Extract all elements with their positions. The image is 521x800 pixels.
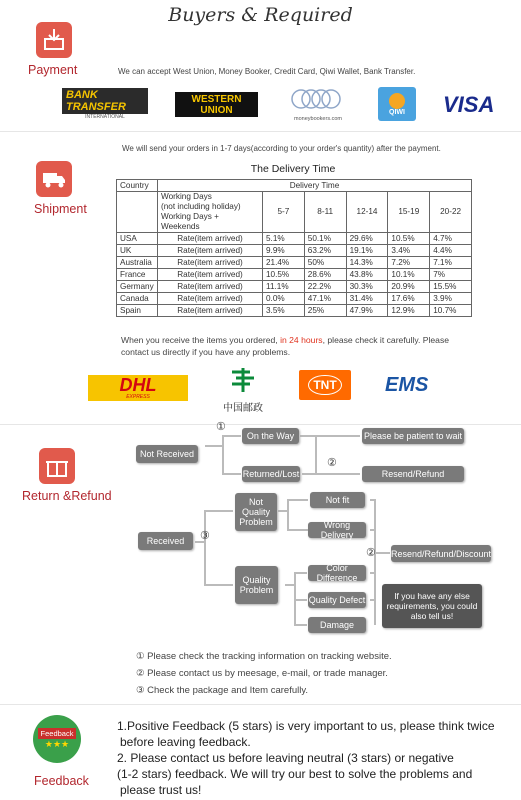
- rate-cell: 3.9%: [430, 293, 472, 305]
- table-title: The Delivery Time: [250, 163, 336, 175]
- country-cell: UK: [117, 245, 158, 257]
- shipment-label: Shipment: [34, 202, 87, 216]
- payment-text: We can accept West Union, Money Booker, Credit Card, Qiwi Wallet, Bank Transfer.: [118, 67, 416, 76]
- resend-refund-node: Resend/Refund: [362, 466, 464, 482]
- metric-cell: Rate(item arrived): [158, 245, 263, 257]
- metric-cell: Rate(item arrived): [158, 293, 263, 305]
- refund-note: ③ Check the package and Item carefully.: [136, 685, 309, 696]
- rate-cell: 63.2%: [304, 245, 346, 257]
- receive-note-c: , please check it carefully. Please: [322, 335, 450, 345]
- rate-cell: 29.6%: [346, 233, 388, 245]
- country-cell: USA: [117, 233, 158, 245]
- rate-cell: 47.1%: [304, 293, 346, 305]
- header-delivery: Delivery Time: [158, 180, 472, 192]
- country-cell: Australia: [117, 257, 158, 269]
- bank-transfer-text: BANK TRANSFER: [62, 88, 148, 114]
- payment-label: Payment: [28, 63, 78, 77]
- refund-note: ① Please check the tracking information on tracking website.: [136, 651, 392, 662]
- rate-cell: 3.5%: [263, 305, 305, 317]
- rate-cell: 11.1%: [263, 281, 305, 293]
- rate-cell: 3.4%: [388, 245, 430, 257]
- resend-refund-discount-node: Resend/Refund/Discount: [391, 545, 491, 562]
- holiday-note: (not including holiday): [161, 202, 241, 211]
- country-cell: France: [117, 269, 158, 281]
- visa-logo: VISA: [443, 92, 495, 117]
- rate-cell: 19.1%: [346, 245, 388, 257]
- rate-cell: 25%: [304, 305, 346, 317]
- feedback-line: please trust us!: [120, 783, 202, 797]
- rate-cell: 47.9%: [346, 305, 388, 317]
- returned-lost-node: Returned/Lost: [242, 466, 300, 482]
- rate-cell: 0.0%: [263, 293, 305, 305]
- rate-cell: 43.8%: [346, 269, 388, 281]
- divider: [0, 704, 521, 705]
- stars-icon: ★★★: [44, 739, 70, 749]
- marker-2b: ②: [366, 547, 376, 559]
- rate-cell: 14.3%: [346, 257, 388, 269]
- wrong-delivery-node: Wrong Delivery: [308, 522, 366, 538]
- feedback-line: 2. Please contact us before leaving neutral (3 stars) or negative: [117, 751, 454, 765]
- rate-cell: 21.4%: [263, 257, 305, 269]
- feedback-badge-text: Feedback: [38, 728, 77, 739]
- range-cell: 5-7: [263, 192, 305, 233]
- rate-cell: 10.5%: [263, 269, 305, 281]
- metric-cell: Rate(item arrived): [158, 233, 263, 245]
- not-quality-node: Not Quality Problem: [235, 493, 277, 531]
- rate-cell: 30.3%: [346, 281, 388, 293]
- metric-cell: Rate(item arrived): [158, 257, 263, 269]
- country-cell: Spain: [117, 305, 158, 317]
- rate-cell: 17.6%: [388, 293, 430, 305]
- shipment-intro: We will send your orders in 1-7 days(according to your order's quantity) after the payment.: [122, 144, 441, 153]
- refund-note: ② Please contact us by meesage, e-mail, or trade manager.: [136, 668, 388, 679]
- color-difference-node: Color Difference: [308, 565, 366, 581]
- receive-note-a: When you receive the items you ordered,: [121, 335, 281, 345]
- qiwi-text: QIWI: [389, 108, 405, 116]
- marker-1: ①: [216, 421, 226, 433]
- received-node: Received: [138, 532, 193, 550]
- china-post-text: 中国邮政: [223, 403, 263, 414]
- on-the-way-node: On the Way: [242, 428, 299, 444]
- rate-cell: 20.9%: [388, 281, 430, 293]
- rate-cell: 7.1%: [430, 257, 472, 269]
- rate-cell: 28.6%: [304, 269, 346, 281]
- dhl-text: DHL: [119, 375, 157, 395]
- rate-cell: 22.2%: [304, 281, 346, 293]
- marker-3: ③: [200, 530, 210, 542]
- rate-cell: 4.4%: [430, 245, 472, 257]
- receive-note-highlight: in 24 hours: [280, 335, 323, 345]
- not-fit-node: Not fit: [310, 492, 365, 508]
- tnt-text: TNT: [308, 375, 341, 395]
- rate-cell: 5.1%: [263, 233, 305, 245]
- rate-cell: 9.9%: [263, 245, 305, 257]
- page-title: Buyers & Required: [168, 4, 353, 26]
- damage-node: Damage: [308, 617, 366, 633]
- metric-cell: Rate(item arrived): [158, 305, 263, 317]
- western-union-line1: WESTERN: [191, 93, 242, 105]
- range-cell: 8-11: [304, 192, 346, 233]
- rate-cell: 10.5%: [388, 233, 430, 245]
- range-cell: 20-22: [430, 192, 472, 233]
- feedback-badge: [33, 715, 81, 763]
- receive-note-line2: contact us directly if you have any problems.: [121, 347, 291, 357]
- rate-cell: 10.7%: [430, 305, 472, 317]
- ems-logo: EMS: [385, 374, 429, 396]
- rate-cell: 50%: [304, 257, 346, 269]
- moneybookers-text: moneybookers.com: [294, 116, 342, 122]
- country-cell: Germany: [117, 281, 158, 293]
- metric-cell: Rate(item arrived): [158, 269, 263, 281]
- country-cell: Canada: [117, 293, 158, 305]
- range-cell: 15-19: [388, 192, 430, 233]
- rate-cell: 7%: [430, 269, 472, 281]
- quality-defect-node: Quality Defect: [308, 592, 366, 608]
- feedback-line: 1.Positive Feedback (5 stars) is very important to us, please think twice: [117, 719, 495, 733]
- dhl-sub: EXPRESS: [126, 394, 150, 400]
- feedback-line: before leaving feedback.: [120, 735, 251, 749]
- refund-label: Return &Refund: [22, 489, 112, 503]
- not-received-node: Not Received: [136, 445, 198, 463]
- marker-2: ②: [327, 457, 337, 469]
- weekends-note: Working Days + Weekends: [161, 212, 219, 231]
- rate-cell: 4.7%: [430, 233, 472, 245]
- patient-node: Please be patient to wait: [362, 428, 464, 444]
- quality-problem-node: Quality Problem: [235, 566, 278, 604]
- rate-cell: 50.1%: [304, 233, 346, 245]
- rate-cell: 12.9%: [388, 305, 430, 317]
- feedback-line: (1-2 stars) feedback. We will try our best to solve the problems and: [117, 767, 473, 781]
- working-days-label: Working Days: [161, 192, 212, 201]
- other-requirements-node: If you have any else requirements, you could also tell us!: [382, 584, 482, 628]
- metric-cell: Rate(item arrived): [158, 281, 263, 293]
- rate-cell: 31.4%: [346, 293, 388, 305]
- rate-cell: 10.1%: [388, 269, 430, 281]
- range-cell: 12-14: [346, 192, 388, 233]
- bank-transfer-sub: INTERNATIONAL: [85, 114, 125, 120]
- rate-cell: 15.5%: [430, 281, 472, 293]
- header-country: Country: [117, 180, 158, 192]
- western-union-line2: UNION: [200, 104, 233, 116]
- feedback-label: Feedback: [34, 774, 89, 788]
- rate-cell: 7.2%: [388, 257, 430, 269]
